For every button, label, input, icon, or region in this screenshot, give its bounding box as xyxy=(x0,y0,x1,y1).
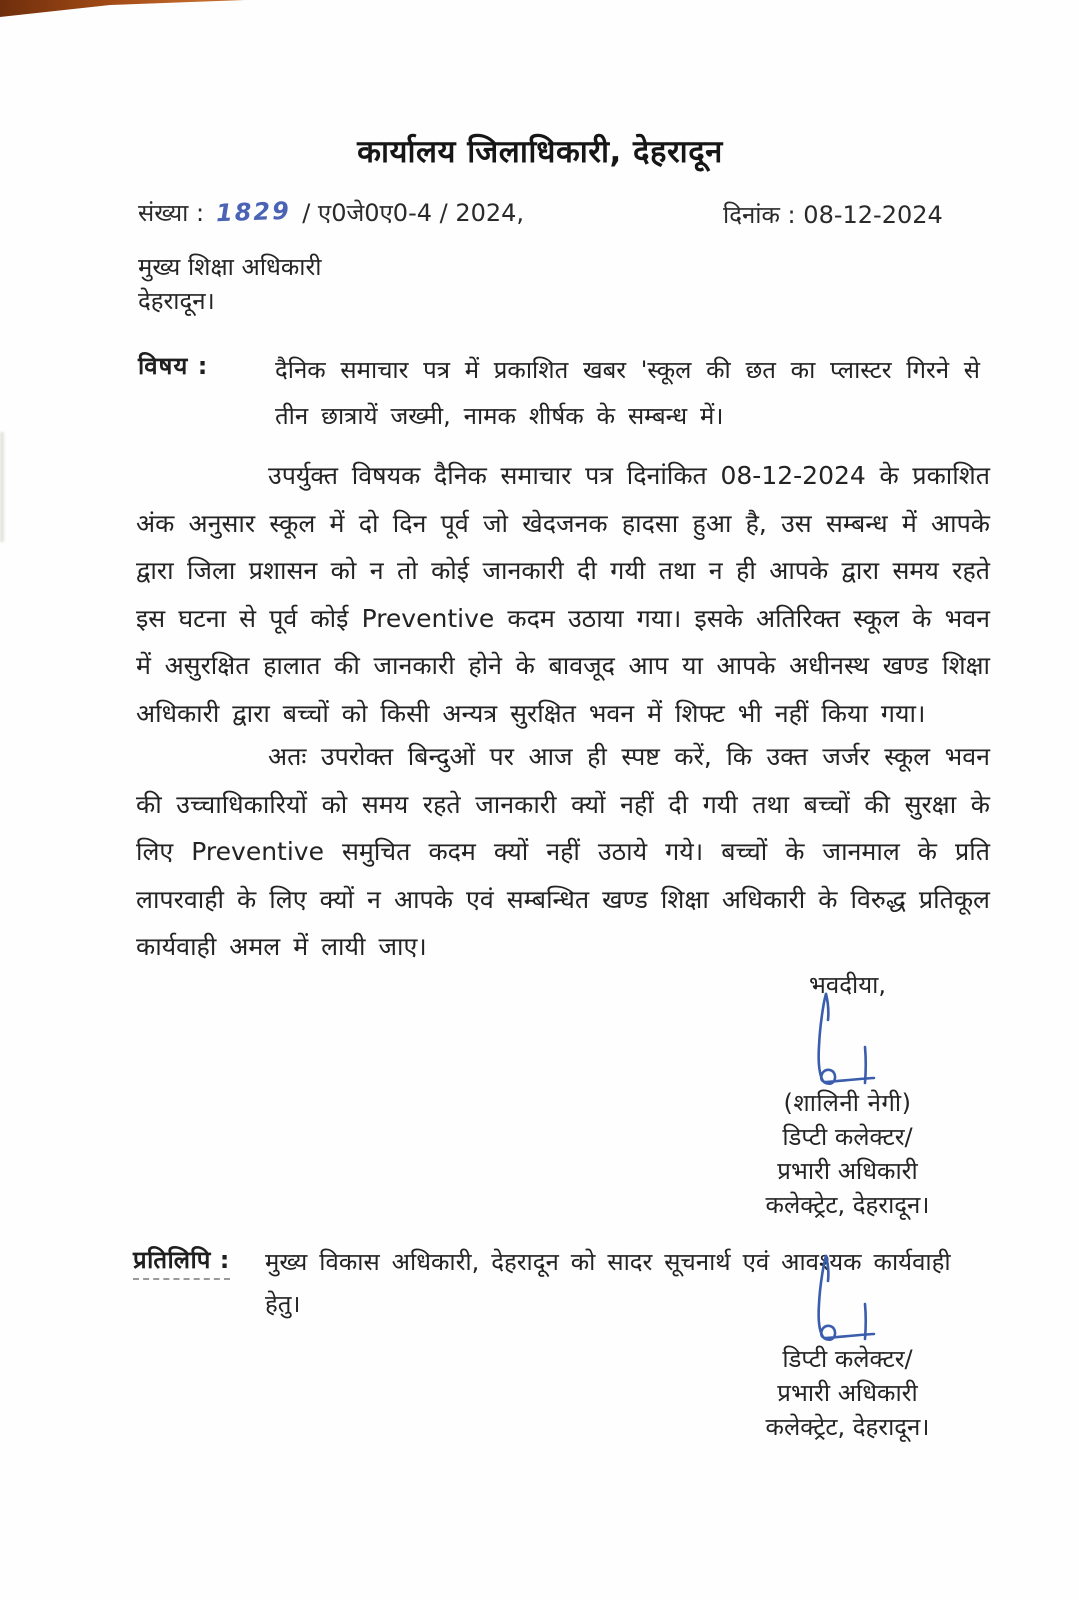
reference-number xyxy=(138,196,524,229)
letterhead-title: कार्यालय जिलाधिकारी, देहरादून xyxy=(357,134,723,170)
letter-date xyxy=(723,198,943,231)
addressee-place: देहरादून। xyxy=(138,287,215,315)
signatory2-designation-1: डिप्टी कलेक्टर/ xyxy=(782,1345,913,1373)
scan-corner-artifact xyxy=(0,0,245,18)
signatory-designation-2: प्रभारी अधिकारी xyxy=(777,1157,918,1185)
copy-label: प्रतिलिपि : xyxy=(133,1243,230,1280)
handwritten-dispatch-number: 1829 xyxy=(215,196,291,228)
signatory2-designation-3: कलेक्ट्रेट, देहरादून। xyxy=(765,1413,930,1441)
addressee-designation: मुख्य शिक्षा अधिकारी xyxy=(138,253,322,281)
reference-number-label: संख्या : xyxy=(138,199,205,227)
signatory-name: (शालिनी नेगी) xyxy=(783,1089,912,1117)
signature-salutation: भवदीया, xyxy=(809,971,886,999)
signature-ink-1 xyxy=(788,990,908,1088)
signature-ink-2 xyxy=(788,1254,908,1344)
subject-text: दैनिक समाचार पत्र में प्रकाशित खबर 'स्कूल की छत का प्लास्टर गिरने से तीन छात्रायें जख्मी, नामक शीर्षक के सम्बन्ध में। xyxy=(275,356,980,430)
signature-block-2 xyxy=(715,1252,980,1444)
body-paragraph-1: उपर्युक्त विषयक दैनिक समाचार पत्र दिनांकित 08-12-2024 के प्रकाशित अंक अनुसार स्कूल में दो दिन पूर्व जो खेदजनक हादसा हुआ है, उस सम्बन्ध में आपके द्वारा जिला प्रशासन को न तो कोई जानकारी दी गयी तथा न ही आपके द्वारा समय रहते इस घटना से पूर्व कोई Preventive कदम उठाया गया। इसके अतिरिक्त स्कूल के भवन में असुरक्षित हालात की जानकारी होने के बावजूद आप या आपके अधीनस्थ खण्ड शिक्षा अधिकारी द्वारा बच्चों को किसी अन्यत्र सुरक्षित भवन में शिफ्ट भी नहीं किया गया। xyxy=(136,461,990,728)
body-paragraph-2: अतः उपरोक्त बिन्दुओं पर आज ही स्पष्ट करें, कि उक्त जर्जर स्कूल भवन की उच्चाधिकारियों को समय रहते जानकारी क्यों नहीं दी गयी तथा बच्चों की सुरक्षा के लिए Preventive समुचित कदम क्यों नहीं उठाये गये। बच्चों के जानमाल के प्रति लापरवाही के लिए क्यों न आपके एवं सम्बन्धित खण्ड शिक्षा अधिकारी के विरुद्ध प्रतिकूल कार्यवाही अमल में लायी जाए। xyxy=(136,742,990,961)
signature-block-1 xyxy=(715,968,980,1222)
subject-label: विषय : xyxy=(138,352,209,380)
signatory-designation-3: कलेक्ट्रेट, देहरादून। xyxy=(765,1191,930,1219)
copy-text: मुख्य विकास अधिकारी, देहरादून को सादर सूचनार्थ एवं आवश्यक कार्यवाही हेतु। xyxy=(265,1248,951,1318)
date-label: दिनांक : xyxy=(723,201,796,229)
reference-number-rest: / ए0जे0ए0-4 / 2024, xyxy=(302,199,525,227)
date-value: 08-12-2024 xyxy=(803,201,943,229)
scan-edge-smudge xyxy=(0,432,4,542)
signatory-designation-1: डिप्टी कलेक्टर/ xyxy=(782,1123,913,1151)
signatory2-designation-2: प्रभारी अधिकारी xyxy=(777,1379,918,1407)
addressee-block xyxy=(138,250,322,318)
